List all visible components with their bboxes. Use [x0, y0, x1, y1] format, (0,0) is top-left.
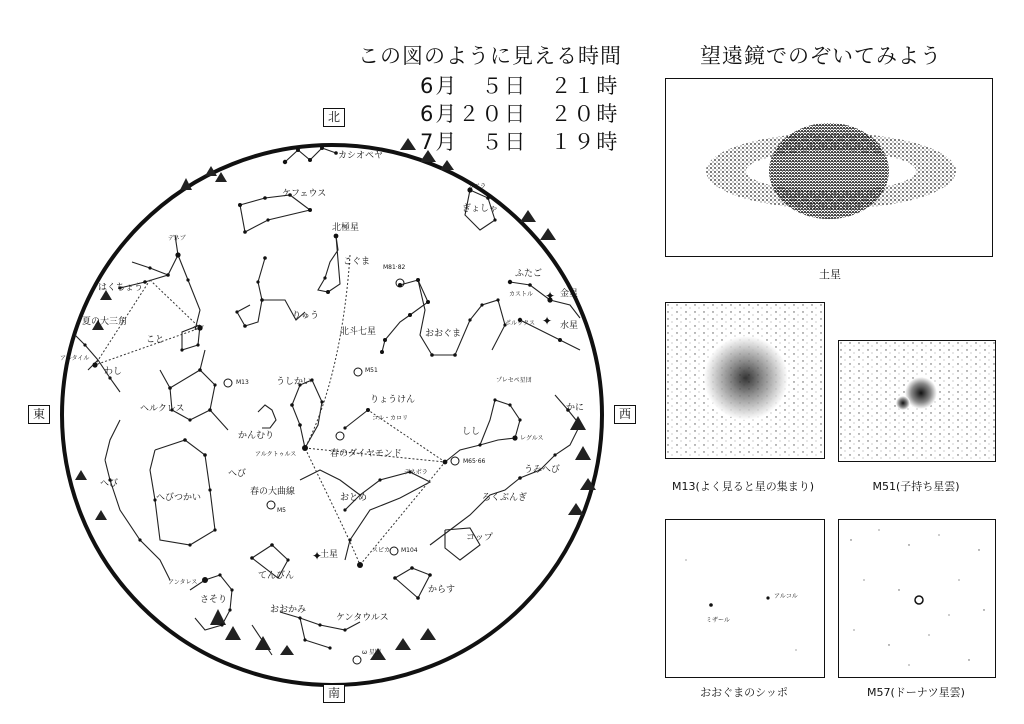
label-venus: 金星 — [560, 289, 579, 299]
m13-panel — [665, 302, 825, 459]
label-cancer: かに — [566, 403, 585, 413]
label-corona: かんむり — [238, 431, 275, 441]
label-scorpius: さそり — [200, 595, 228, 605]
m57-panel — [838, 519, 996, 678]
viewing-time-title: この図のように見える時間 — [358, 44, 622, 68]
label-cygnus: はくちょう — [98, 283, 144, 293]
label-altair: アルタイル — [60, 355, 90, 362]
svg-text:✦: ✦ — [542, 314, 553, 328]
constellation-lines — [75, 148, 580, 655]
label-antares: アンタレス — [168, 579, 198, 586]
direction-west: 西 — [614, 405, 636, 424]
label-sextans: ろくぶんぎ — [482, 493, 528, 503]
dipper-tail-caption: おおぐまのシッポ — [700, 686, 788, 699]
label-cor-caroli: コル・カロリ — [372, 415, 409, 422]
stars — [83, 146, 569, 650]
label-pollux: ポルックス — [505, 320, 535, 327]
label-denebola: デネボラ — [404, 469, 428, 476]
label-alcor: アルコル — [774, 593, 798, 600]
direction-east: 東 — [28, 405, 50, 424]
label-corvus: からす — [428, 585, 456, 595]
label-gemini: ふたご — [515, 269, 543, 279]
label-virgo: おとめ — [340, 493, 368, 503]
label-castor: カストル — [509, 291, 534, 298]
label-spica: スピカ — [372, 547, 391, 554]
dipper-tail-panel — [665, 519, 825, 678]
m13-caption: M13(よく見ると星の集まり) — [671, 480, 815, 493]
svg-text:✦: ✦ — [312, 549, 323, 563]
direction-south: 南 — [323, 684, 345, 703]
direction-north: 北 — [323, 108, 345, 127]
label-cepheus: ケフェウス — [282, 189, 327, 199]
label-hydra: うみへび — [524, 465, 560, 475]
saturn-image — [666, 79, 992, 256]
m13-image — [666, 303, 824, 458]
label-praesepe: プレセペ星団 — [496, 377, 532, 384]
viewing-time-1: 6月 ５日 ２１時 — [420, 74, 620, 98]
label-canes-venatici: りょうけん — [370, 395, 416, 405]
m51-image — [839, 341, 995, 461]
label-ursa-major: おおぐま — [425, 329, 462, 339]
label-saturn-chart: 土星 — [320, 550, 339, 560]
saturn-panel — [665, 78, 993, 257]
horizon-landscape — [75, 138, 596, 660]
label-serpens-cauda: へび — [100, 479, 119, 489]
m51-panel — [838, 340, 996, 462]
label-omega-centauri: ω 星団 — [362, 649, 381, 656]
label-hercules: ヘルクレス — [140, 404, 185, 414]
label-cassiopeia: カシオペヤ — [338, 151, 384, 161]
label-centaurus: ケンタウルス — [336, 613, 389, 623]
label-regulus: レグルス — [520, 435, 544, 442]
label-polaris: 北極星 — [332, 223, 360, 233]
label-aquila: わし — [104, 367, 123, 377]
label-crater: コップ — [466, 533, 493, 543]
viewing-time-3: 7月 ５日 １９時 — [420, 130, 620, 154]
label-lyra: こと — [146, 335, 165, 345]
label-leo: しし — [462, 427, 481, 437]
label-auriga: ぎょしゃ — [462, 204, 499, 214]
label-m65: M65·66 — [463, 458, 486, 465]
label-spring-diamond: 春のダイヤモンド — [330, 449, 402, 459]
dipper-tail-image — [666, 520, 824, 677]
label-big-dipper: 北斗七星 — [340, 327, 377, 337]
label-m51: M51 — [365, 367, 378, 374]
m57-caption: M57(ドーナツ星雲) — [867, 686, 965, 699]
label-draco: りゅう — [292, 311, 320, 321]
label-m5: M5 — [277, 507, 286, 514]
label-bootes: うしかい — [276, 377, 313, 387]
m51-caption: M51(子持ち星雲) — [872, 480, 960, 493]
svg-text:✦: ✦ — [545, 289, 556, 303]
label-m13: M13 — [236, 379, 249, 386]
label-m81: M81·82 — [383, 264, 406, 271]
m57-image — [839, 520, 995, 677]
label-capella: カペラ — [468, 183, 487, 190]
label-spring-curve: 春の大曲線 — [250, 487, 296, 497]
label-vega: ベガ — [192, 325, 205, 332]
label-libra: てんびん — [258, 571, 295, 581]
viewing-time-2: 6月２０日 ２０時 — [420, 102, 620, 126]
label-deneb: デネブ — [168, 235, 186, 242]
label-mizar: ミザール — [706, 617, 730, 624]
label-summer-triangle: 夏の大三角 — [82, 317, 128, 327]
label-m104: M104 — [401, 547, 418, 554]
telescope-title: 望遠鏡でのぞいてみよう — [700, 44, 942, 68]
label-arcturus: アルクトゥルス — [255, 451, 297, 458]
label-serpens: へび — [228, 469, 247, 479]
saturn-caption: 土星 — [819, 268, 841, 281]
label-ursa-minor: こぐま — [343, 257, 371, 267]
label-mercury: 水星 — [560, 321, 579, 331]
label-ophiuchus: へびつかい — [156, 493, 202, 503]
label-lupus: おおかみ — [270, 605, 307, 615]
